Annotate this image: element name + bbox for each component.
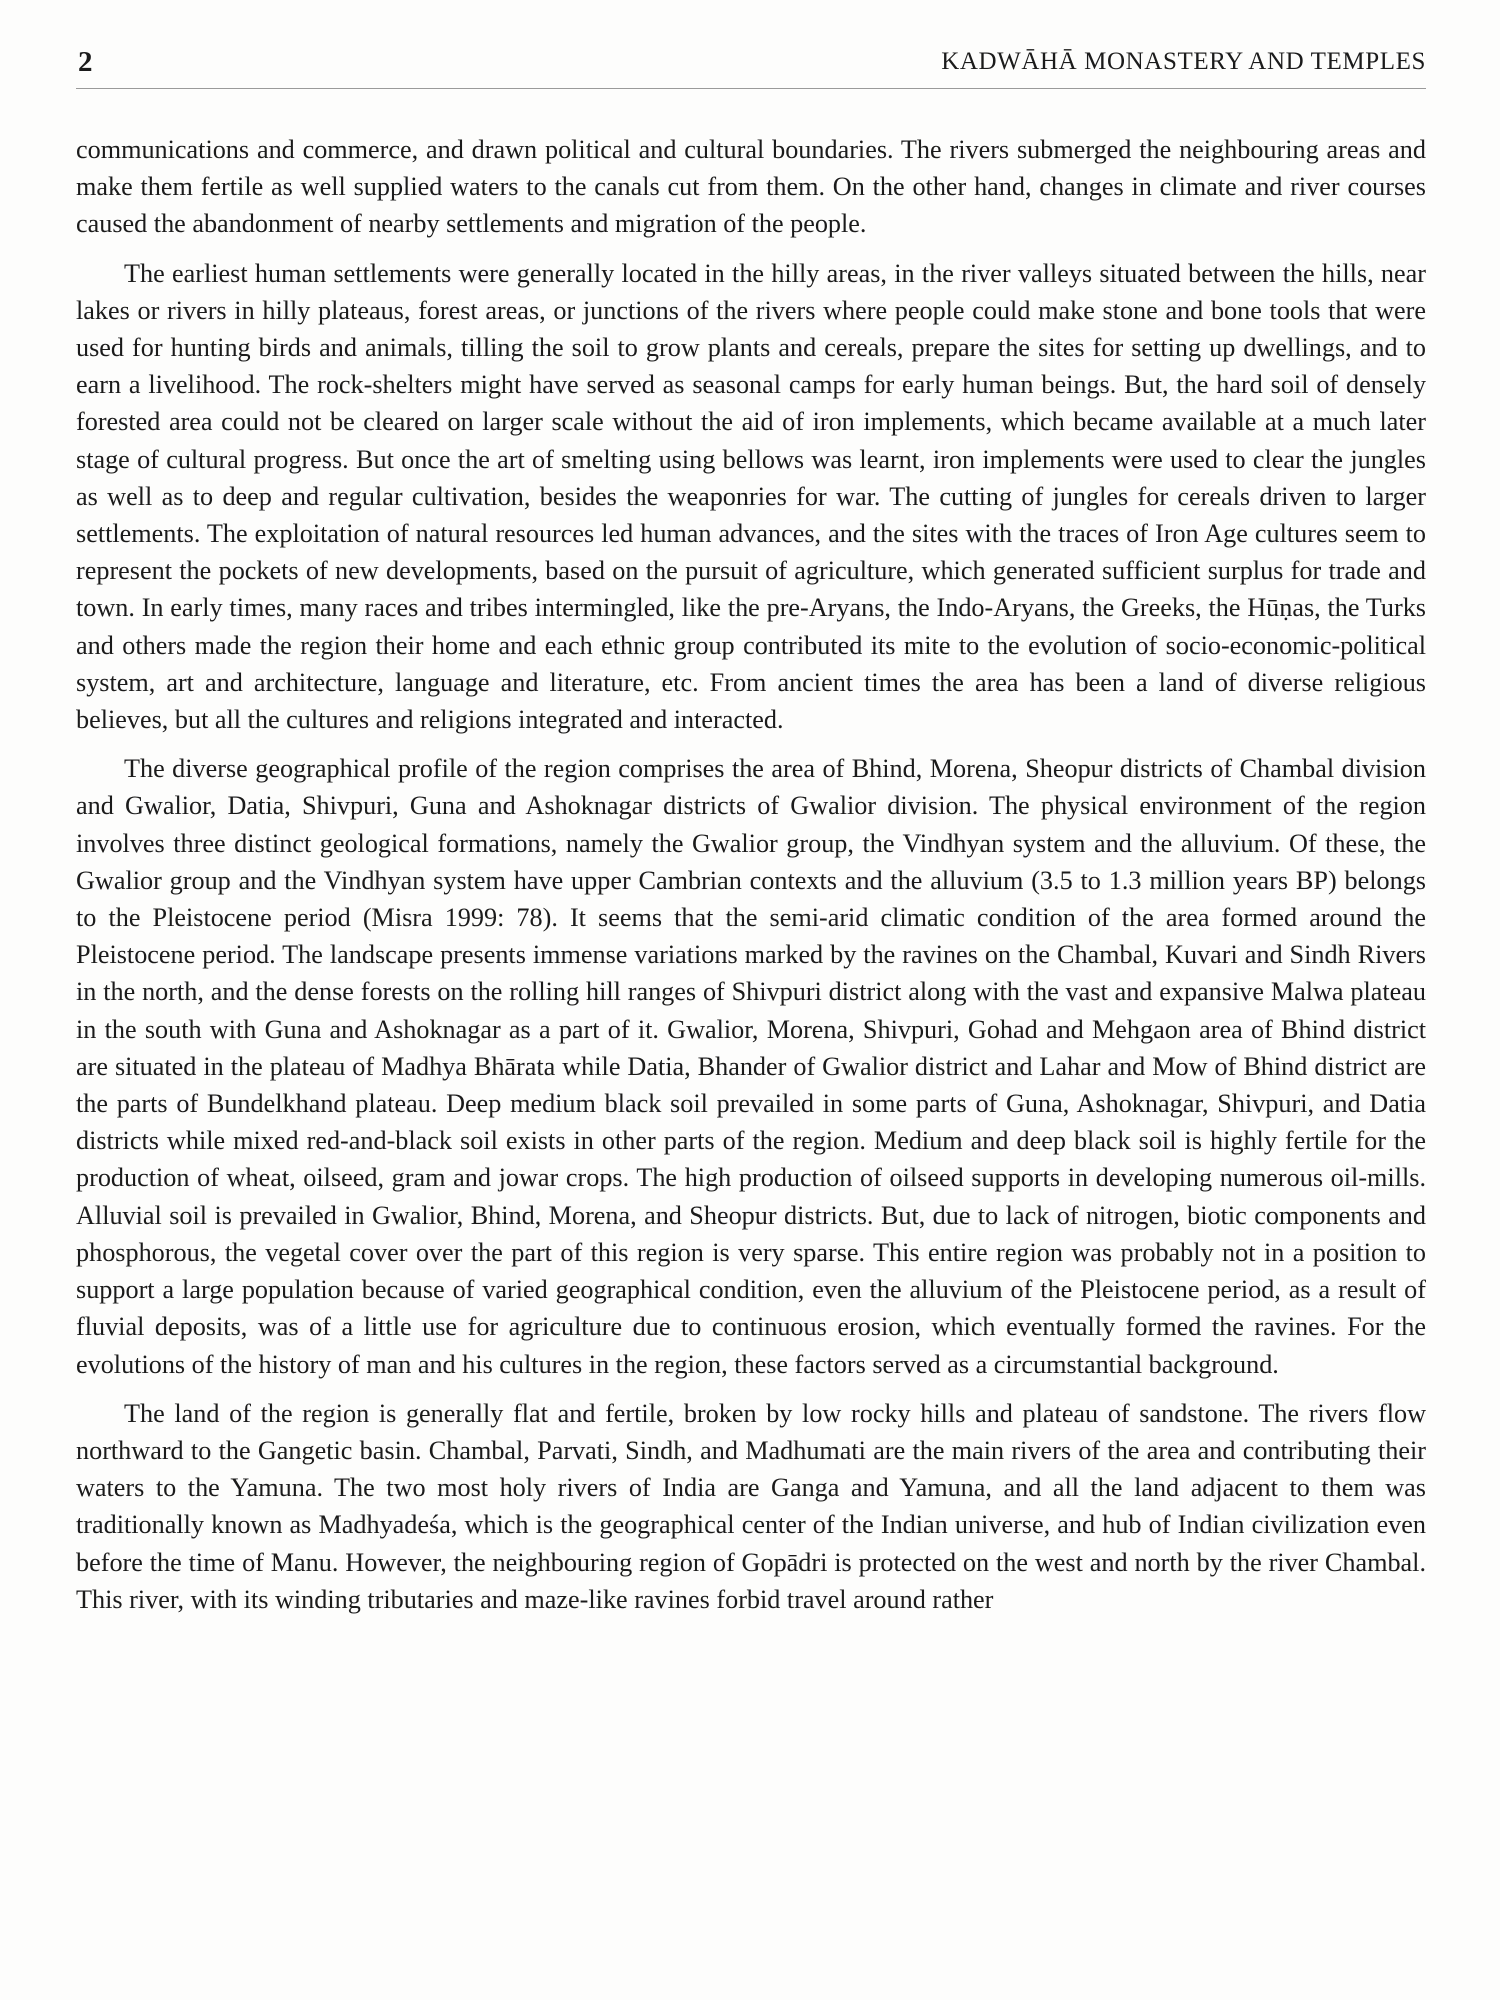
running-title: KADWĀHĀ MONASTERY AND TEMPLES xyxy=(941,48,1426,75)
page-header xyxy=(76,44,1426,89)
paragraph-land-and-rivers: The land of the region is generally flat and fertile, broken by low rocky hills and plateau of sandstone. The rivers flow northward to the Gangetic basin. Chambal, Parvati, Sindh, and Madhumati are the main rivers of the area and contributing their waters to the Yamuna. The two most holy rivers of India are Ganga and Yamuna, and all the land adjacent to them was traditionally known as Madhyadeśa, which is the geographical center of the Indian universe, and hub of Indian civilization even before the time of Manu. However, the neighbouring region of Gopādri is protected on the west and north by the river Chambal. This river, with its winding tributaries and maze-like ravines forbid travel around rather xyxy=(76,1398,1426,1614)
paragraph-earliest-settlements: The earliest human settlements were generally located in the hilly areas, in the river valleys situated between the hills, near lakes or rivers in hilly plateaus, forest areas, or junctions of the rivers where people could make stone and bone tools that were used for hunting birds and animals, tilling the soil to grow plants and cereals, prepare the sites for setting up dwellings, and to earn a livelihood. The rock-shelters might have served as seasonal camps for early human beings. But, the hard soil of densely forested area could not be cleared on larger scale without the aid of iron implements, which became available at a much later stage of cultural progress. But once the art of smelting using bellows was learnt, iron implements were used to clear the jungles as well as to deep and regular cultivation, besides the weaponries for war. The cutting of jungles for cereals driven to larger settlements. The exploitation of natural resources led human advances, and the sites with the traces of Iron Age cultures seem to represent the pockets of new developments, based on the pursuit of agriculture, which generated sufficient surplus for trade and town. In early times, many races and tribes intermingled, like the pre-Aryans, the Indo-Aryans, the Greeks, the Hūṇas, the Turks and others made the region their home and each ethnic group contributed its mite to the evolution of socio-economic-political system, art and architecture, language and literature, etc. From ancient times the area has been a land of diverse religious believes, but all the cultures and religions integrated and interacted. xyxy=(76,258,1426,735)
body-text xyxy=(76,131,1426,1630)
paragraph-geographical-profile: The diverse geographical profile of the region comprises the area of Bhind, Morena, Sheopur districts of Chambal division and Gwalior, Datia, Shivpuri, Guna and Ashoknagar districts of Gwalior division. The physical environment of the region involves three distinct geological formations, namely the Gwalior group, the Vindhyan system and the alluvium. Of these, the Gwalior group and the Vindhyan system have upper Cambrian contexts and the alluvium (3.5 to 1.3 million years BP) belongs to the Pleistocene period (Misra 1999: 78). It seems that the semi-arid climatic condition of the area formed around the Pleistocene period. The landscape presents immense variations marked by the ravines on the Chambal, Kuvari and Sindh Rivers in the north, and the dense forests on the rolling hill ranges of Shivpuri district along with the vast and expansive Malwa plateau in the south with Guna and Ashoknagar as a part of it. Gwalior, Morena, Shivpuri, Gohad and Mehgaon area of Bhind district are situated in the plateau of Madhya Bhārata while Datia, Bhander of Gwalior district and Lahar and Mow of Bhind district are the parts of Bundelkhand plateau. Deep medium black soil prevailed in some parts of Guna, Ashoknagar, Shivpuri, and Datia districts while mixed red-and-black soil exists in other parts of the region. Medium and deep black soil is highly fertile for the production of wheat, oilseed, gram and jowar crops. The high production of oilseed supports in developing numerous oil-mills. Alluvial soil is prevailed in Gwalior, Bhind, Morena, and Sheopur districts. But, due to lack of nitrogen, biotic components and phosphorous, the vegetal cover over the part of this region is very sparse. This entire region was probably not in a position to support a large population because of varied geographical condition, even the alluvium of the Pleistocene period, as a result of fluvial deposits, was of a little use for agriculture due to continuous erosion, which eventually formed the ravines. For the evolutions of the history of man and his cultures in the region, these factors served as a circumstantial background. xyxy=(76,754,1426,1379)
page-number: 2 xyxy=(78,46,93,78)
paragraph-continuation: communications and commerce, and drawn political and cultural boundaries. The rivers submerged the neighbouring areas and make them fertile as well supplied waters to the canals cut from them. On the other hand, changes in climate and river courses caused the abandonment of nearby settlements and migration of the people. xyxy=(76,135,1426,239)
